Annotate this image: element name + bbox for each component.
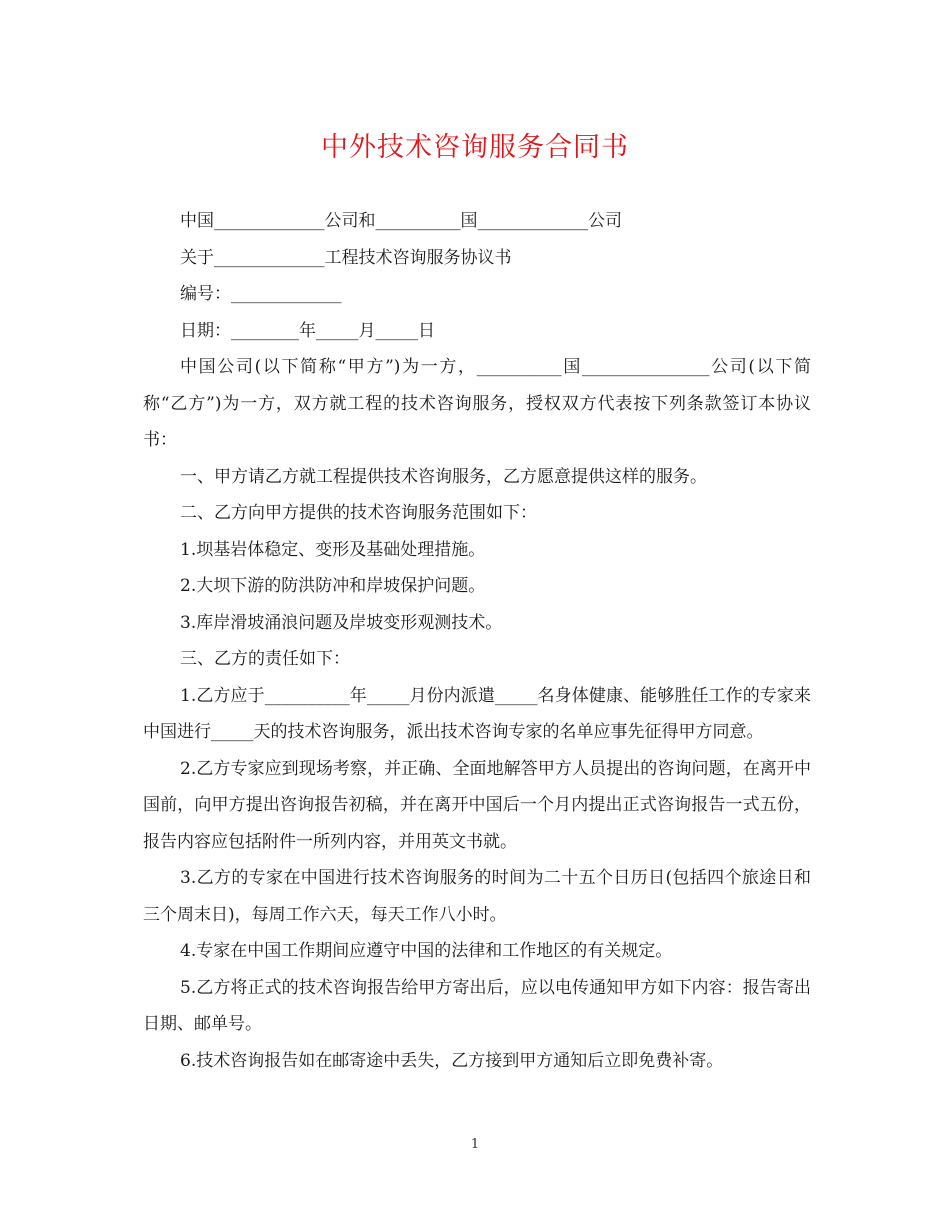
page-number: 1 [470,1137,480,1152]
clause-three-item-6: 6.技术咨询报告如在邮寄途中丢失，乙方接到甲方通知后立即免费补寄。 [180,1050,724,1071]
clause-two-item-3: 3.库岸滑坡涌浪问题及岸坡变形观测技术。 [180,612,503,633]
clause-one: 一、甲方请乙方就工程提供技术咨询服务，乙方愿意提供这样的服务。 [180,466,707,487]
preamble-paragraph: 中国公司(以下简称“甲方”)为一方，__________国_______________公司(以下简称“乙方”)为一方，双方就工程的技术咨询服务，授权双方代表按下列条款签订本协议书： [143,357,811,450]
subject-line: 关于_____________工程技术咨询服务协议书 [180,247,512,268]
clause-three-item-2: 2.乙方专家应到现场考察，并正确、全面地解答甲方人员提出的咨询问题，在离开中国前，向甲方提出咨询报告初稿，并在离开中国后一个月内提出正式咨询报告一式五份，报告内容应包括附件一所列内容，并用英文书就。 [143,758,811,852]
document-title: 中外技术咨询服务合同书 [321,132,629,163]
document-body [143,203,811,1079]
clause-two-item-1: 1.坝基岩体稳定、变形及基础处理措施。 [180,539,486,560]
party-line: 中国_____________公司和__________国_____________公司 [180,211,622,231]
number-line: 编号：_____________ [180,284,342,304]
clause-two-heading: 二、乙方向甲方提供的技术咨询服务范围如下： [180,503,537,523]
clause-three-item-4: 4.专家在中国工作期间应遵守中国的法律和工作地区的有关规定。 [180,941,673,961]
clause-three-item-5: 5.乙方将正式的技术咨询报告给甲方寄出后，应以电传通知甲方如下内容：报告寄出日期、邮单号。 [143,977,811,1034]
date-line: 日期：________年_____月_____日 [180,320,435,341]
clause-two-item-2: 2.大坝下游的防洪防冲和岸坡保护问题。 [180,576,486,596]
clause-three-heading: 三、乙方的责任如下： [180,649,350,669]
clause-three-item-1: 1.乙方应于__________年_____月份内派遣_____名身体健康、能够胜任工作的专家来中国进行_____天的技术咨询服务，派出技术咨询专家的名单应事先征得甲方同意。 [143,685,811,742]
clause-three-item-3: 3.乙方的专家在中国进行技术咨询服务的时间为二十五个日历日(包括四个旅途日和三个周末日)，每周工作六天，每天工作八小时。 [143,868,811,925]
